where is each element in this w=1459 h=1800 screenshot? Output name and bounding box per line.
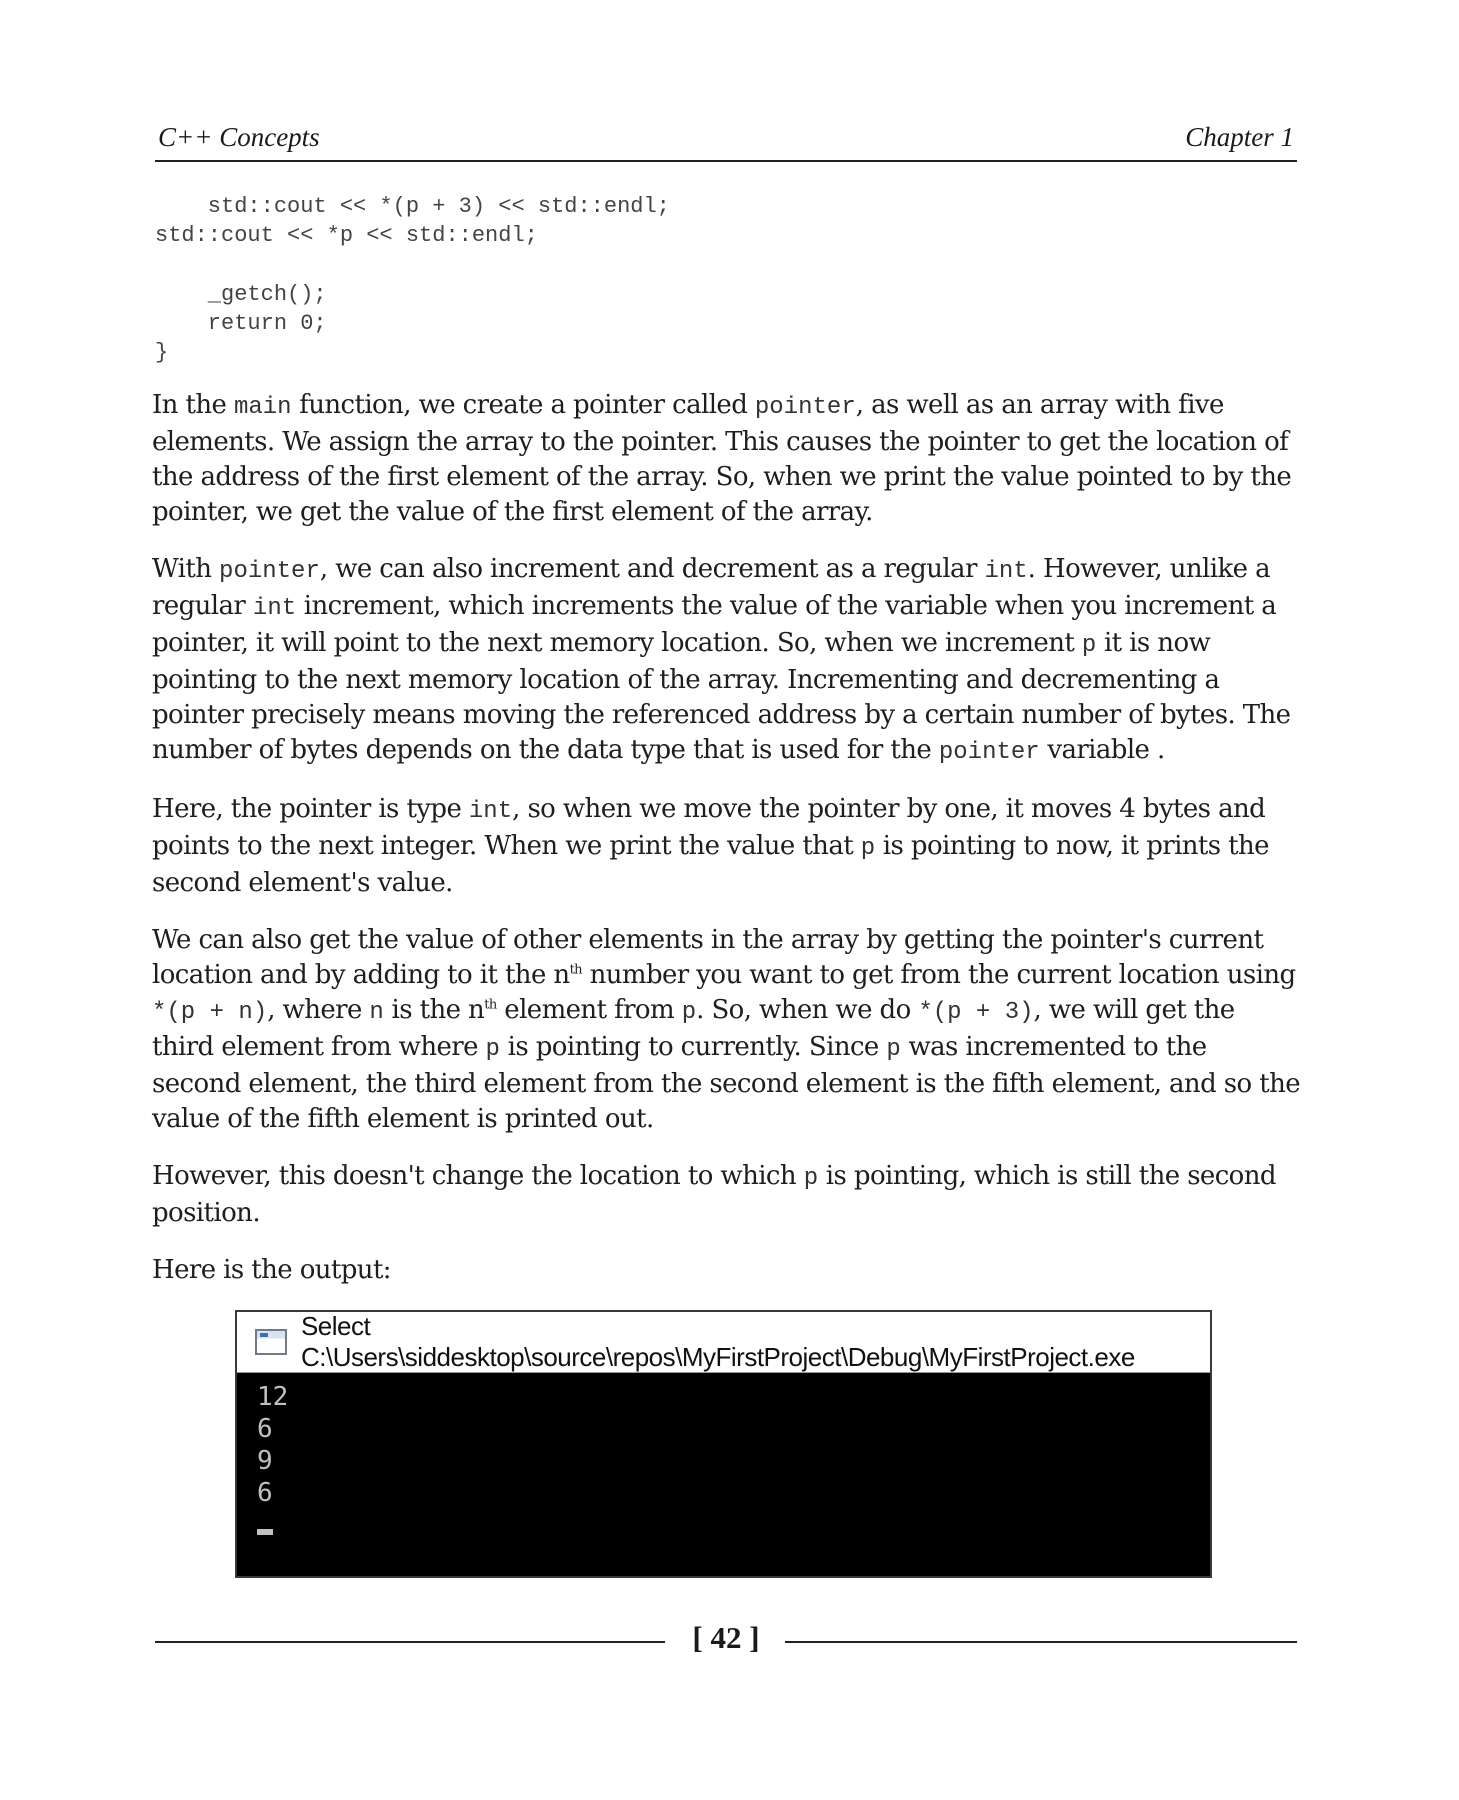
inline-code: int: [984, 558, 1028, 585]
text-run: is pointing to now, it prints the second element's value.: [152, 831, 1269, 898]
page-header: [155, 120, 1297, 162]
text-run: . So, when we do: [696, 995, 919, 1025]
code-line: std::cout << *(p + 3) << std::endl;: [155, 194, 670, 219]
console-titlebar: [237, 1312, 1210, 1373]
inline-code: p: [860, 835, 876, 862]
inline-code: p: [886, 1036, 901, 1063]
paragraph: [152, 792, 1302, 901]
text-run: is pointing to currently. Since: [499, 1032, 887, 1062]
text-run: , we can also increment and decrement as a regular: [319, 554, 985, 584]
text-run: Here is the output:: [152, 1255, 391, 1285]
code-line: [155, 250, 670, 280]
paragraph: [152, 1159, 1302, 1231]
code-listing: [155, 192, 670, 367]
code-line: std::cout << *p << std::endl;: [155, 223, 538, 248]
chapter-label: Chapter 1: [1185, 122, 1294, 152]
page-number: [ 42 ]: [692, 1620, 760, 1655]
inline-code: *(p + 3): [918, 999, 1034, 1026]
inline-code: pointer: [938, 739, 1040, 766]
text-run: . However, unlike a regular: [152, 554, 1270, 621]
console-output-line: 6: [257, 1478, 273, 1508]
console-cursor: [257, 1529, 273, 1535]
console-output-line: 6: [257, 1414, 273, 1444]
code-line: return 0;: [155, 311, 327, 336]
code-line: }: [155, 340, 169, 365]
text-run: , where: [267, 995, 370, 1025]
text-run: However, this doesn't change the location to which: [152, 1161, 804, 1191]
text-run: was incremented to the second element, the third element from the second element is the fifth element, and so the value of the fifth element is printed out.: [152, 1032, 1301, 1134]
inline-code: pointer: [754, 394, 856, 421]
console-output: [237, 1373, 1210, 1535]
text-run: With: [152, 554, 220, 584]
paragraph: [152, 1253, 1302, 1288]
footer-rule-right: [785, 1641, 1297, 1643]
text-run: is the n: [383, 995, 485, 1025]
superscript: th: [484, 997, 497, 1013]
text-run: variable .: [1039, 735, 1165, 765]
text-run: element from: [496, 995, 682, 1025]
console-output-line: 9: [257, 1446, 273, 1476]
inline-code: int: [468, 798, 513, 825]
body-text: [152, 388, 1302, 1310]
paragraph: [152, 388, 1302, 530]
text-run: We can also get the value of other elements in the array by getting the pointer's current location and by adding to it the n: [152, 925, 1264, 990]
text-run: function, we create a pointer called: [291, 390, 755, 420]
inline-code: main: [233, 394, 292, 421]
page-footer: [155, 1620, 1297, 1660]
text-run: , as well as an array with five elements. We assign the array to the pointer. This causes the pointer to get the location of the address of the first element of the array. So, when we print the value pointed to by the pointer, we get the value of the first element of the array.: [152, 390, 1292, 527]
inline-code: p: [803, 1165, 819, 1192]
superscript: th: [569, 962, 582, 978]
inline-code: p: [681, 999, 697, 1026]
inline-code: *(p + n): [152, 999, 268, 1026]
console-window-icon: [255, 1329, 287, 1355]
paragraph: [152, 923, 1302, 1137]
text-run: it is now pointing to the next memory location of the array. Incrementing and decrementing a pointer precisely means moving the referenced address by a certain number of bytes. The number of bytes depends on the data type that is used for the: [152, 628, 1291, 765]
paragraph: [152, 552, 1302, 770]
inline-code: p: [485, 1036, 500, 1063]
console-output-line: 12: [257, 1382, 289, 1412]
inline-code: int: [252, 595, 297, 622]
console-title: Select C:\Users\siddesktop\source\repos\MyFirstProject\Debug\MyFirstProject.exe: [300, 1311, 1135, 1372]
code-line: _getch();: [155, 282, 327, 307]
inline-code: n: [369, 999, 384, 1026]
text-run: , so when we move the pointer by one, it moves 4 bytes and points to the next integer. When we print the value that: [152, 794, 1266, 861]
text-run: is pointing, which is still the second position.: [152, 1161, 1276, 1228]
text-run: Here, the pointer is type: [152, 794, 469, 824]
text-run: number you want to get from the current location using: [581, 960, 1296, 990]
text-run: In the: [152, 390, 234, 420]
book-title: C++ Concepts: [158, 122, 320, 152]
inline-code: pointer: [219, 558, 320, 585]
console-window: [235, 1310, 1212, 1578]
text-run: , we will get the third element from where: [152, 995, 1235, 1062]
text-run: increment, which increments the value of the variable when you increment a pointer, it will point to the next memory location. So, when we increment: [152, 591, 1277, 658]
inline-code: p: [1081, 632, 1097, 659]
